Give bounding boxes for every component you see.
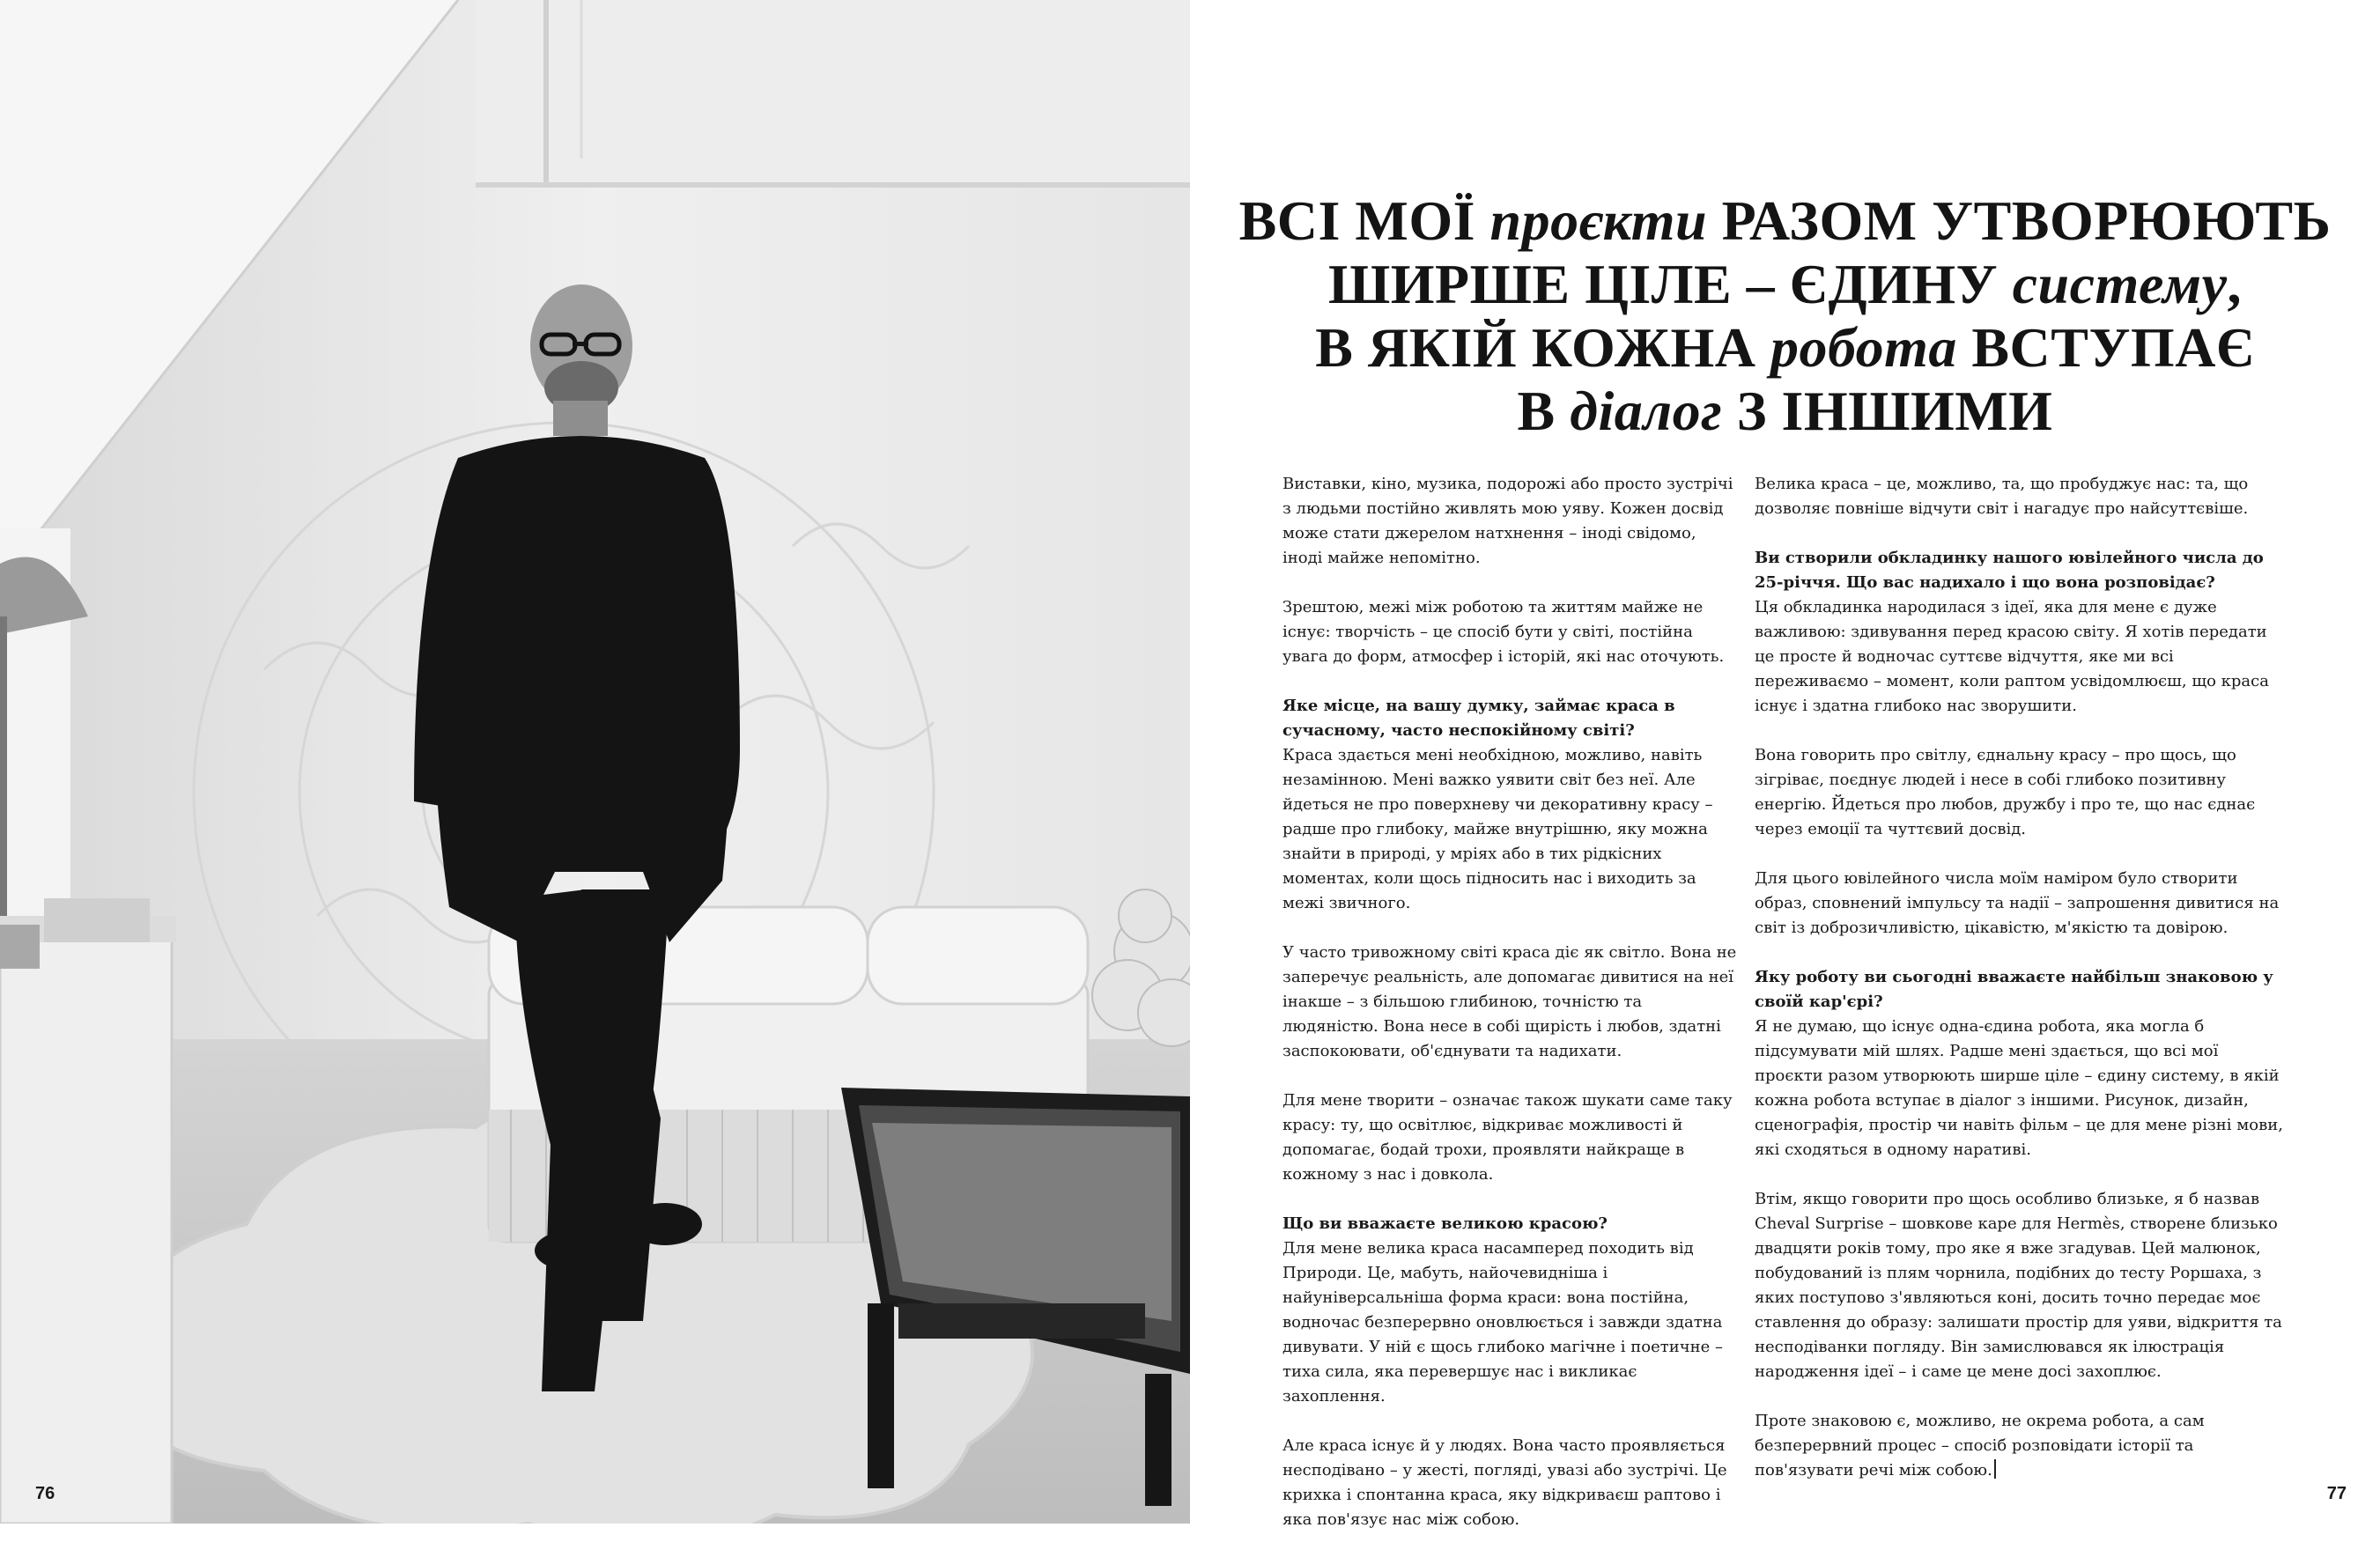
- paragraph: Виставки, кіно, музика, подорожі або просто зустрічі з людьми постійно живлять мою уяву. Кожен досвід може стати джерелом натхнення – іноді свідомо, іноді майже непомітно.: [1282, 475, 1733, 567]
- headline-line-2: ШИРШЕ ЦІЛЕ – ЄДИНУ систему,: [1327, 252, 2243, 315]
- portrait-photo: [0, 0, 1190, 1524]
- qa-block: [1282, 1212, 1741, 1409]
- paragraph: Для цього ювілейного числа моїм наміром було створити образ, сповнений імпульсу та надії – запрошення дивитися на світ із доброзичливістю, цікавістю, м'якістю та довірою.: [1755, 869, 2280, 937]
- interview-question: Яке місце, на вашу думку, займає краса в сучасному, часто неспокійному світі?: [1282, 697, 1675, 740]
- text-column-right: [1755, 472, 2283, 1508]
- paragraph: Зрештою, межі між роботою та життям майже не існує: творчість – це спосіб бути у світі, постійна увага до форм, атмосфер і історій, які нас оточують.: [1282, 598, 1725, 666]
- interview-question: Яку роботу ви сьогодні вважаєте найбільш знаковою у своїй кар'єрі?: [1755, 968, 2273, 1011]
- interview-question: Ви створили обкладинку нашого ювілейного числа до 25-річчя. Що вас надихало і що вона розповідає?: [1755, 549, 2264, 592]
- qa-block: [1755, 546, 2283, 719]
- pull-quote-headline: [1190, 189, 2380, 443]
- page-number-left: 76: [35, 1484, 55, 1503]
- paragraph: Втім, якщо говорити про щось особливо близьке, я б назвав Cheval Surprise – шовкове каре для Hermès, створене близько двадцяти років тому, про яке я вже згадував. Цей малюнок, побудований із плям чорнила, подібних до тесту Роршаха, з яких поступово з'являються коні, досить точно передає моє ставлення до образу: залишати простір для уяви, відкриття та несподіванки погляду. Він замислювався як ілюстрація народження ідеї – і саме це мене досі захоплює.: [1755, 1190, 2282, 1381]
- shoe-right: [628, 1203, 702, 1245]
- photo-scene: [0, 0, 1190, 1524]
- tissue-box: [44, 898, 150, 942]
- paragraph-final: Проте знаковою є, можливо, не окрема робота, а сам безперервний процес – спосіб розповідати історії та пов'язувати речі між собою.: [1755, 1412, 2205, 1480]
- headline-line-4: В діалог З ІНШИМИ: [1517, 379, 2053, 442]
- end-mark: [1994, 1459, 1996, 1479]
- paragraph: Велика краса – це, можливо, та, що пробуджує нас: та, що дозволяє повніше відчути світ і нагадує про найсуттєвіше.: [1755, 475, 2249, 518]
- qa-block: [1755, 965, 2283, 1162]
- page-number-right: 77: [2326, 1484, 2347, 1503]
- sideboard: [0, 933, 172, 1524]
- paragraph: Для мене творити – означає також шукати саме таку красу: ту, що освітлює, відкриває можливості й допомагає, бодай трохи, проявляти найкраще в кожному з нас і довкола.: [1282, 1091, 1733, 1184]
- paragraph: Вона говорить про світлу, єднальну красу – про щось, що зігріває, поєднує людей і несе в собі глибоко позитивну енергію. Йдеться про любов, дружбу і про те, що нас єднає через емоції та чуттєвий досвід.: [1755, 746, 2256, 838]
- answer: Краса здається мені необхідною, можливо, навіть незамінною. Мені важко уявити світ без неї. Але йдеться не про поверхневу чи декоративну красу – радше про глибоку, майже внутрішню, яку можна знайти в природі, у мріях або в тих рідкісних моментах, коли щось підносить нас і виходить за межі звичного.: [1282, 746, 1713, 912]
- qa-block: [1282, 694, 1741, 916]
- answer: Я не думаю, що існує одна-єдина робота, яка могла б підсумувати мій шлях. Радше мені здається, що всі мої проєкти разом утворюють ширше ціле – єдину систему, в якій кожна робота вступає в діалог з іншими. Рисунок, дизайн, сценографія, простір чи навіть фільм – це для мене різні мови, які сходяться в одному наративі.: [1755, 1017, 2283, 1159]
- ceiling-moulding: [476, 0, 1190, 185]
- paragraph: Але краса існує й у людях. Вона часто проявляється несподівано – у жесті, погляді, увазі або зустрічі. Це крихка і спонтанна краса, яку відкриваєш раптово і яка пов'язує нас між собою.: [1282, 1436, 1727, 1529]
- silver-box: [0, 925, 40, 969]
- answer: Ця обкладинка народилася з ідеї, яка для мене є дуже важливою: здивування перед красою світу. Я хотів передати це просте й водночас суттєве відчуття, яке ми всі переживаємо – момент, коли раптом усвідомлюєш, що краса існує і здатна глибоко нас зворушити.: [1755, 598, 2269, 715]
- paragraph: У часто тривожному світі краса діє як світло. Вона не заперечує реальність, але допомагає дивитися на неї інакше – з більшою глибиною, точністю та людяністю. Вона несе в собі щирість і любов, здатні заспокоювати, об'єднувати та надихати.: [1282, 943, 1737, 1060]
- shoe-left: [535, 1231, 602, 1270]
- headline-line-3: В ЯКІЙ КОЖНА робота ВСТУПАЄ: [1315, 315, 2255, 379]
- interview-question: Що ви вважаєте великою красою?: [1282, 1214, 1608, 1233]
- text-column-left: [1282, 472, 1741, 1557]
- answer: Для мене велика краса насамперед походить від Природи. Це, мабуть, найочевидніша і найуніверсальніша форма краси: вона постійна, водночас безперервно оновлюється і завжди здатна дивувати. У ній є щось глибоко магічне і поетичне – тиха сила, яка перевершує нас і викликає захоплення.: [1282, 1239, 1723, 1406]
- headline-line-1: ВСІ МОЇ проєкти РАЗОМ УТВОРЮЮТЬ: [1238, 188, 2332, 252]
